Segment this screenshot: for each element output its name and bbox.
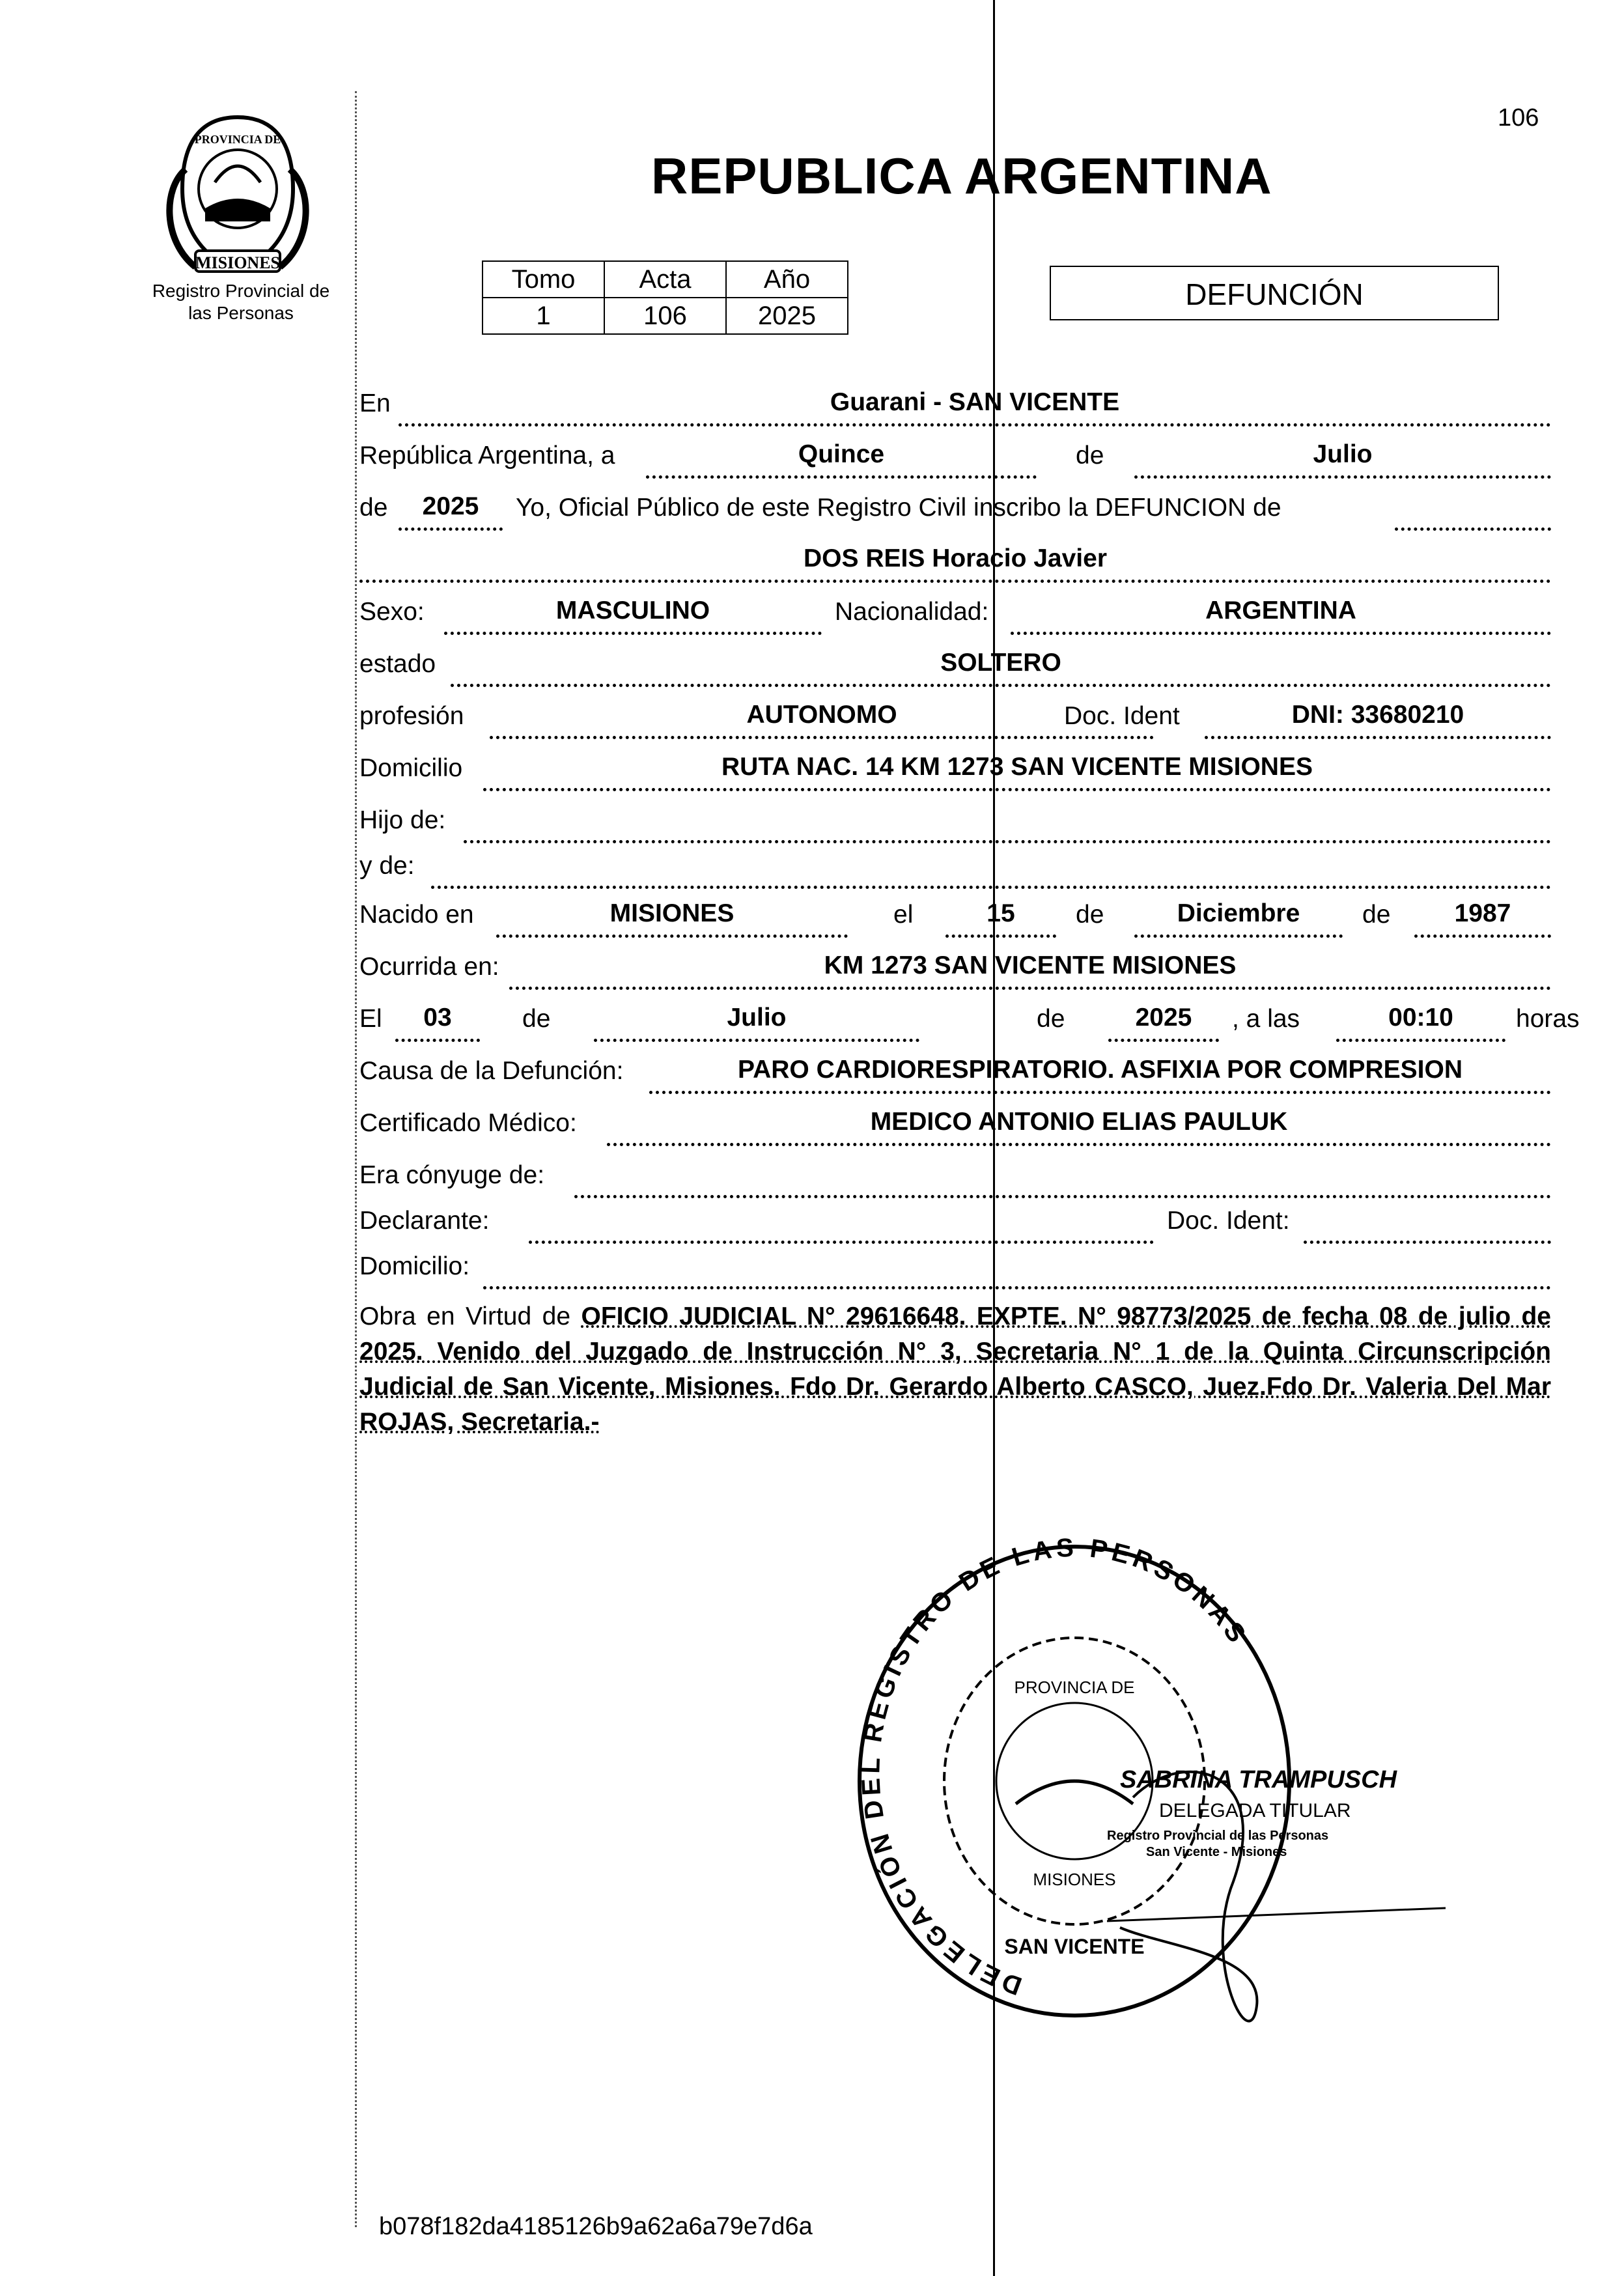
estado-field: SOLTERO (451, 645, 1551, 687)
table-value-anio: 2025 (726, 298, 848, 334)
birth-year-field: 1987 (1414, 895, 1551, 938)
signer-org: Registro Provincial de las Personas (1107, 1829, 1329, 1843)
death-time-field: 00:10 (1336, 1000, 1505, 1042)
row-fecha: República Argentina, a Quince de Julio (359, 436, 1551, 479)
causa-field: PARO CARDIORESPIRATORIO. ASFIXIA POR COMPRESION (649, 1052, 1551, 1094)
hijo-field (464, 801, 1551, 843)
profesion-field: AUTONOMO (490, 697, 1154, 739)
crest-bottom-text: MISIONES (195, 253, 281, 272)
signer-place: San Vicente - Misiones (1146, 1845, 1287, 1859)
table-header-acta: Acta (604, 261, 726, 298)
deceased-name-field: DOS REIS Horacio Javier (359, 541, 1551, 583)
row-certificado: Certificado Médico: MEDICO ANTONIO ELIAS PAULUK (359, 1104, 1551, 1147)
obra-text: OFICIO JUDICIAL N° 29616648. EXPTE. N° 98773/2025 de fecha 08 de julio de 2025. Venido del Juzgado de Instrucción N° 3, Secretaria N° 1 de la Quinta Circunscripción Judicial de San Vicente, Misiones. Fdo Dr. Gerardo Alberto CASCO, Juez.Fdo Dr. Valeria Del Mar ROJAS, Secretaria.- (359, 1302, 1551, 1436)
row-domicilio-declarante: Domicilio: (359, 1247, 1551, 1290)
page-number: 106 (1498, 104, 1539, 132)
year-field: 2025 (399, 488, 503, 531)
death-year-field: 2025 (1108, 1000, 1219, 1042)
month-field: Julio (1134, 436, 1551, 479)
declarante-field (529, 1201, 1154, 1244)
row-yde: y de: (359, 847, 1551, 890)
death-day-field: 03 (395, 1000, 480, 1042)
record-table (482, 260, 848, 335)
row-en: En Guarani - SAN VICENTE (359, 384, 1551, 427)
row-hijo: Hijo de: (359, 801, 1551, 844)
declarante-doc-field (1304, 1201, 1551, 1244)
stamp-place: SAN VICENTE (1004, 1935, 1145, 1958)
row-causa: Causa de la Defunción: PARO CARDIORESPIRATORIO. ASFIXIA POR COMPRESION (359, 1052, 1551, 1095)
day-field: Quince (646, 436, 1037, 479)
en-field: Guarani - SAN VICENTE (399, 384, 1551, 427)
margin-dotted-line (355, 91, 357, 2227)
row-ocurrida: Ocurrida en: KM 1273 SAN VICENTE MISIONES (359, 948, 1551, 990)
table-value-tomo: 1 (483, 298, 604, 334)
birth-month-field: Diciembre (1134, 895, 1343, 938)
sexo-field: MASCULINO (444, 593, 822, 635)
row-name (359, 541, 1551, 583)
obra-paragraph: Obra en Virtud de OFICIO JUDICIAL N° 29616648. EXPTE. N° 98773/2025 de fecha 08 de julio de 2025. Venido del Juzgado de Instrucción N° 3, Secretaria N° 1 de la Quinta Circunscripción Judicial de San Vicente, Misiones. Fdo Dr. Gerardo Alberto CASCO, Juez.Fdo Dr. Valeria Del Mar ROJAS, Secretaria.- (359, 1302, 1551, 1436)
row-conyuge: Era cónyuge de: (359, 1156, 1551, 1199)
table-value-acta: 106 (604, 298, 726, 334)
signature-icon (1107, 1758, 1485, 2032)
table-header-tomo: Tomo (483, 261, 604, 298)
certificado-field: MEDICO ANTONIO ELIAS PAULUK (607, 1104, 1551, 1146)
domicilio-declarante-field (483, 1247, 1551, 1289)
province-crest-icon (156, 111, 319, 287)
stamp-inner-bottom: MISIONES (1033, 1870, 1116, 1889)
row-year: de 2025 Yo, Oficial Público de este Registro Civil inscribo la DEFUNCION de (359, 488, 1551, 531)
registry-label: Registro Provincial de las Personas (152, 281, 330, 323)
stamp-ring-text: DELEGACIÓN DEL REGISTRO DE LAS PERSONAS (856, 1533, 1253, 2001)
row-declarante: Declarante: Doc. Ident: (359, 1201, 1551, 1244)
ocurrida-field: KM 1273 SAN VICENTE MISIONES (509, 948, 1551, 990)
nacido-field: MISIONES (496, 895, 848, 938)
stamp-inner-top: PROVINCIA DE (1014, 1678, 1135, 1697)
signer-name: SABRINA TRAMPUSCH (1120, 1766, 1397, 1793)
row-death-date: El 03 de Julio de 2025 , a las 00:10 horas (359, 1000, 1551, 1043)
row-profesion: profesión AUTONOMO Doc. Ident DNI: 33680210 (359, 697, 1551, 740)
row-sexo: Sexo: MASCULINO Nacionalidad: ARGENTINA (359, 593, 1551, 636)
doc-ident-field: DNI: 33680210 (1205, 697, 1551, 739)
row-nacido: Nacido en MISIONES el 15 de Diciembre de 1987 (359, 895, 1551, 938)
yde-field (431, 847, 1551, 889)
document-title: REPUBLICA ARGENTINA (651, 147, 1272, 204)
crest-top-text: PROVINCIA DE (194, 133, 281, 146)
document-hash: b078f182da4185126b9a62a6a79e7d6a (379, 2213, 813, 2240)
death-month-field: Julio (594, 1000, 919, 1042)
row-estado: estado SOLTERO (359, 645, 1551, 688)
birth-day-field: 15 (945, 895, 1056, 938)
statement-continuation-field (1395, 488, 1551, 531)
signer-role: DELEGADA TITULAR (1159, 1800, 1351, 1821)
conyuge-field (574, 1156, 1551, 1198)
row-domicilio: Domicilio RUTA NAC. 14 KM 1273 SAN VICENTE MISIONES (359, 749, 1551, 792)
table-header-anio: Año (726, 261, 848, 298)
domicilio-field: RUTA NAC. 14 KM 1273 SAN VICENTE MISIONES (483, 749, 1551, 791)
nacionalidad-field: ARGENTINA (1011, 593, 1551, 635)
record-type-box: DEFUNCIÓN (1050, 266, 1499, 320)
